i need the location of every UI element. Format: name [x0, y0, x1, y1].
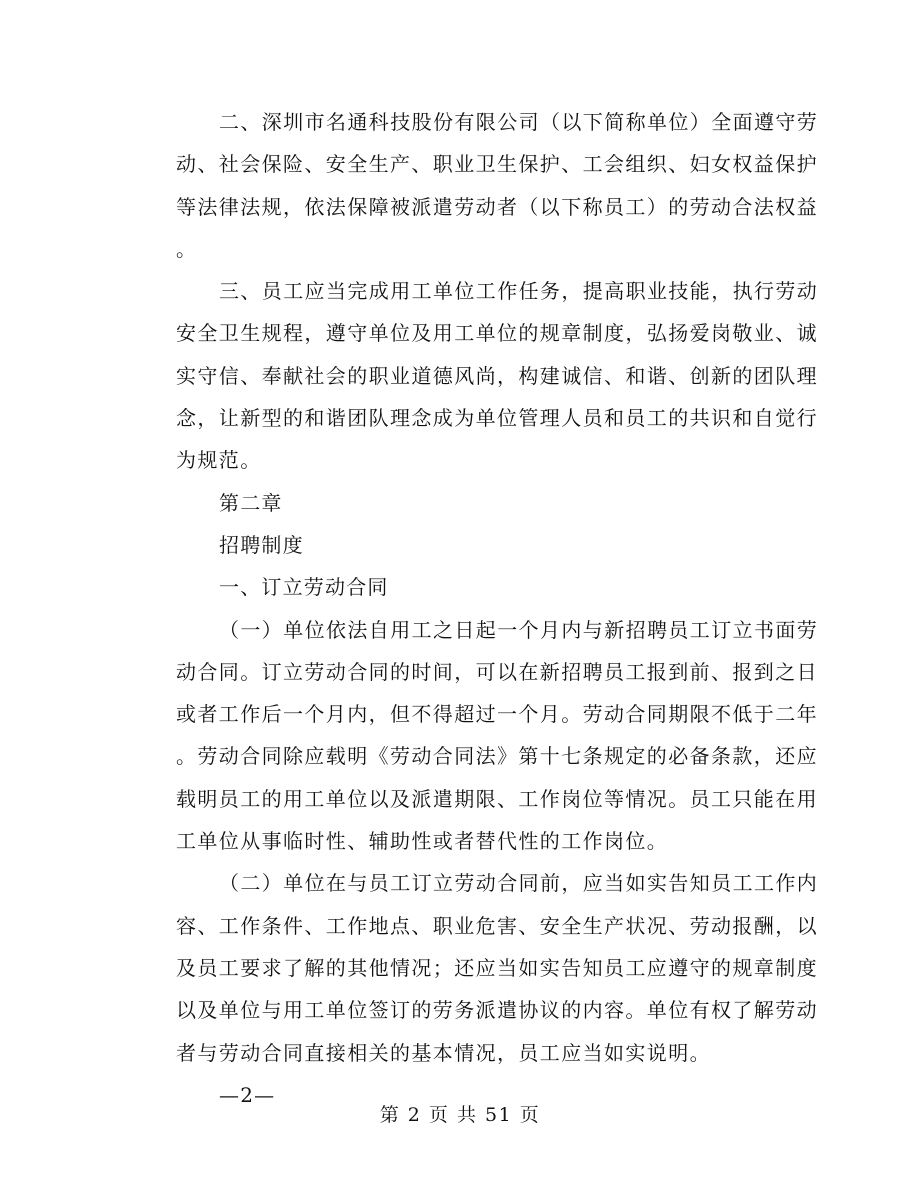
- paragraph-line: 。劳动合同除应载明《劳动合同法》第十七条规定的必备条款，还应: [176, 744, 818, 769]
- paragraph-3: [176, 270, 819, 481]
- paragraph-line: （二）单位在与员工订立劳动合同前，应当如实告知员工工作内: [219, 871, 819, 896]
- chapter-heading: [176, 482, 776, 524]
- section-heading: [176, 524, 776, 566]
- paragraph-line: 或者工作后一个月内，但不得超过一个月。劳动合同期限不低于二年: [176, 702, 818, 727]
- paragraph-line: 动、社会保险、安全生产、职业卫生保护、工会组织、妇女权益保护: [176, 152, 818, 177]
- inline-page-number: —2—: [219, 1082, 276, 1107]
- chapter-title: 第二章: [219, 490, 283, 515]
- paragraph-line: 二、深圳市名通科技股份有限公司（以下简称单位）全面遵守劳: [219, 110, 819, 134]
- clause-1: [176, 609, 819, 863]
- section-title: 招聘制度: [219, 532, 304, 557]
- subsection-heading: [176, 566, 776, 608]
- paragraph-line: 以及单位与用工单位签订的劳务派遣协议的内容。单位有权了解劳动: [176, 998, 818, 1023]
- paragraph-line: 三、员工应当完成用工单位工作任务，提高职业技能，执行劳动: [219, 279, 819, 304]
- paragraph-line: 动合同。订立劳动合同的时间，可以在新招聘员工报到前、报到之日: [176, 659, 818, 684]
- paragraph-line: 载明员工的用工单位以及派遣期限、工作岗位等情况。员工只能在用: [176, 786, 818, 811]
- paragraph-line: 工单位从事临时性、辅助性或者替代性的工作岗位。: [176, 829, 669, 854]
- document-body: [176, 101, 819, 1116]
- paragraph-line: 者与劳动合同直接相关的基本情况，员工应当如实说明。: [176, 1040, 711, 1065]
- subsection-title: 一、订立劳动合同: [219, 575, 389, 600]
- clause-2: [176, 862, 819, 1073]
- paragraph-line: 为规范。: [176, 448, 262, 473]
- paragraph-line: （一）单位依法自用工之日起一个月内与新招聘员工订立书面劳: [219, 617, 819, 642]
- paragraph-line: 。: [176, 236, 198, 261]
- page-footer: 第 2 页 共 51 页: [379, 1104, 541, 1126]
- paragraph-line: 等法律法规，依法保障被派遣劳动者（以下称员工）的劳动合法权益: [176, 194, 818, 219]
- paragraph-line: 安全卫生规程，遵守单位及用工单位的规章制度，弘扬爱岗敬业、诚: [176, 321, 818, 346]
- paragraph-line: 念，让新型的和谐团队理念成为单位管理人员和员工的共识和自觉行: [176, 406, 818, 431]
- paragraph-line: 及员工要求了解的其他情况；还应当如实告知员工应遵守的规章制度: [176, 955, 818, 980]
- paragraph-line: 容、工作条件、工作地点、职业危害、安全生产状况、劳动报酬，以: [176, 913, 818, 938]
- paragraph-2: [176, 101, 819, 270]
- paragraph-line: 实守信、奉献社会的职业道德风尚，构建诚信、和谐、创新的团队理: [176, 363, 818, 388]
